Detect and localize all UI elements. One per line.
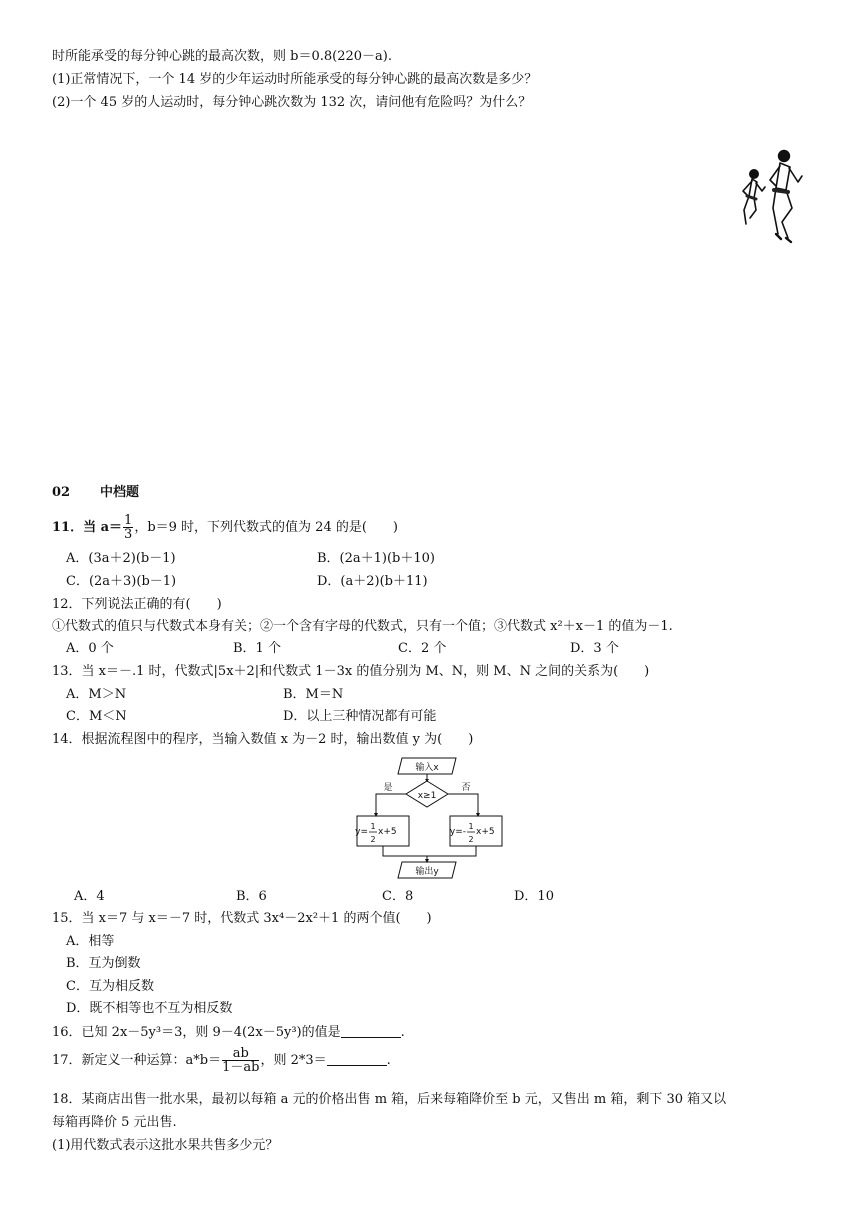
flow-left-frac-den: 2 — [370, 835, 376, 844]
q13-option-a: A．M＞N — [66, 687, 127, 702]
section-number: 02 — [52, 485, 71, 500]
question-18-line2: 每箱再降价 5 元出售. — [52, 1115, 177, 1130]
flow-right-suffix: x+5 — [476, 827, 495, 837]
flow-right-frac-num: 1 — [468, 822, 474, 831]
question-17-stem: 17．新定义一种运算：a*b＝ $\frac{ab}{1-ab}$ ，则 2*3＝ . — [52, 1046, 391, 1075]
fraction-ab-over-1-minus-ab: $\frac{ab}{1-ab}$ — [222, 1046, 260, 1075]
question-13-stem: 13．当 x＝－.1 时，代数式|5x＋2|和代数式 1－3x 的值分别为 M、N，则 M、N 之间的关系为( ) — [52, 664, 650, 679]
flow-right-frac-den: 2 — [468, 835, 474, 844]
flow-input-label: 输入x — [415, 763, 439, 773]
question-16-stem: 16．已知 2x－5y³＝3，则 9－4(2x－5y³)的值是 . — [52, 1025, 405, 1040]
question-12-stem: 12．下列说法正确的有( ) — [52, 597, 222, 612]
answer-blank — [341, 1025, 401, 1038]
flow-left-prefix: y= — [355, 827, 368, 837]
q13-option-b: B．M＝N — [283, 687, 344, 702]
q15-option-b: B．互为倒数 — [66, 956, 141, 971]
q15-option-d: D．既不相等也不互为相反数 — [66, 1001, 233, 1016]
fraction-one-third: $\frac{1}{3}$ — [124, 513, 133, 542]
q11-option-c: C．(2a＋3)(b－1) — [66, 574, 177, 589]
flow-yes-label: 是 — [383, 783, 393, 793]
question-18-line1: 18．某商店出售一批水果，最初以每箱 a 元的价格出售 m 箱，后来每箱降价至 b 元，又售出 m 箱，剩下 30 箱又以 — [52, 1092, 727, 1107]
question-15-stem: 15．当 x＝7 与 x＝－7 时，代数式 3x⁴－2x²＋1 的两个值( ) — [52, 911, 432, 926]
question-11-stem: 11．当 a＝ $\frac{1}{3}$ ，b＝9 时，下列代数式的值为 24 的是( ) — [52, 513, 399, 542]
q15-option-c: C．互为相反数 — [66, 979, 154, 994]
flow-no-label: 否 — [461, 783, 471, 793]
q14-option-a: A．4 — [74, 889, 105, 904]
q11-option-a: A．(3a＋2)(b－1) — [66, 551, 176, 566]
q12-option-d: D．3 个 — [570, 641, 619, 656]
q12-option-a: A．0 个 — [66, 641, 114, 656]
sub-question-1: (1)正常情况下，一个 14 岁的少年运动时所能承受的每分钟心跳的最高次数是多少？ — [52, 72, 538, 87]
question-18-sub1: (1)用代数式表示这批水果共售多少元？ — [52, 1138, 279, 1153]
flow-condition-label: x≥1 — [417, 791, 437, 801]
question-14-stem: 14．根据流程图中的程序，当输入数值 x 为－2 时，输出数值 y 为( ) — [52, 732, 474, 747]
q14-option-b: B．6 — [236, 889, 267, 904]
q11-option-b: B．(2a＋1)(b＋10) — [317, 551, 435, 566]
flow-right-prefix: y=- — [449, 827, 466, 837]
problem-continuation: 时所能承受的每分钟心跳的最高次数，则 b＝0.8(220－a). — [52, 49, 392, 64]
q15-option-a: A．相等 — [66, 934, 115, 949]
q13-option-d: D．以上三种情况都有可能 — [283, 709, 437, 724]
runners-illustration — [732, 146, 812, 252]
answer-blank — [327, 1053, 387, 1066]
flow-output-label: 输出y — [415, 867, 439, 877]
q14-option-d: D．10 — [514, 889, 554, 904]
q12-option-c: C．2 个 — [398, 641, 447, 656]
q13-option-c: C．M＜N — [66, 709, 127, 724]
q12-option-b: B．1 个 — [233, 641, 281, 656]
flow-left-suffix: x+5 — [378, 827, 397, 837]
q14-option-c: C．8 — [382, 889, 414, 904]
question-12-body: ①代数式的值只与代数式本身有关；②一个含有字母的代数式，只有一个值；③代数式 x²＋x－1 的值为－1. — [52, 619, 673, 634]
flow-left-frac-num: 1 — [370, 822, 376, 831]
sub-question-2: (2)一个 45 岁的人运动时，每分钟心跳次数为 132 次，请问他有危险吗？为什么？ — [52, 95, 532, 110]
section-title: 中档题 — [100, 485, 140, 500]
q11-option-d: D．(a＋2)(b＋11) — [317, 574, 428, 589]
flowchart — [352, 752, 508, 884]
